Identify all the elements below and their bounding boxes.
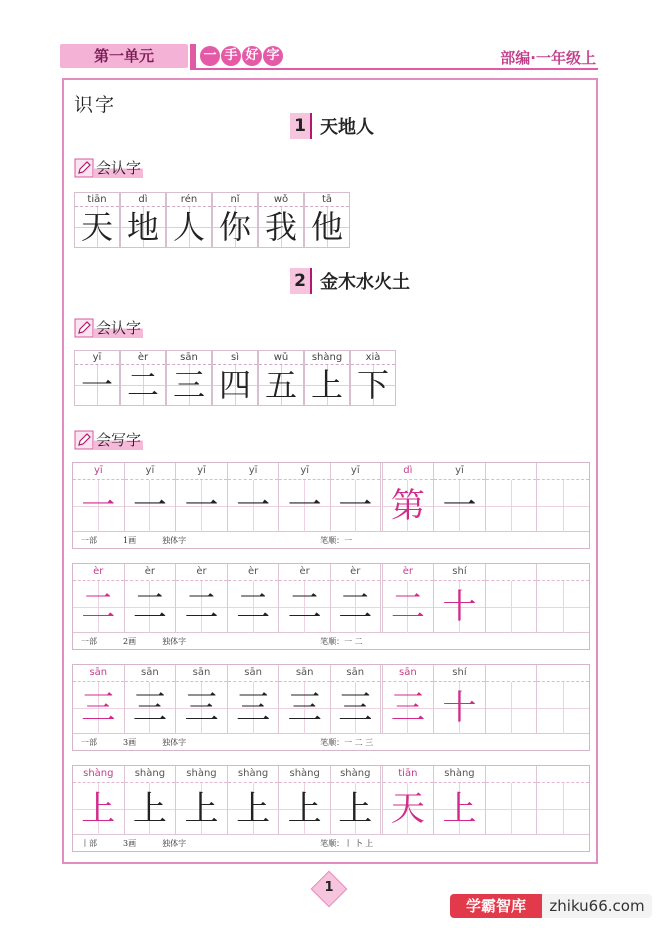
recognize-cards-1 [74, 192, 350, 248]
practice-character: 三 [125, 682, 176, 734]
practice-character [537, 783, 589, 835]
practice-character: 天 [383, 783, 434, 835]
pinyin: wǒ [259, 193, 303, 207]
pinyin: shàng [73, 766, 124, 783]
writing-cell [279, 665, 331, 733]
character: 人 [167, 207, 211, 247]
radical-label: 丨部 [81, 838, 97, 848]
practice-character: 一 [125, 480, 176, 532]
writing-cell [176, 665, 228, 733]
structure-label: 独体字 [162, 737, 187, 747]
writing-cell [486, 665, 538, 733]
pinyin: sān [331, 665, 380, 682]
writing-cell [73, 564, 125, 632]
writing-cell [176, 766, 228, 834]
pinyin: yī [73, 463, 124, 480]
character: 上 [305, 365, 349, 405]
pinyin: yī [75, 351, 119, 365]
character: 地 [121, 207, 165, 247]
char-card [258, 192, 304, 248]
writing-cell [537, 463, 589, 531]
pinyin: èr [383, 564, 434, 581]
writing-cells [73, 463, 589, 531]
pinyin [537, 564, 589, 581]
structure-label: 独体字 [162, 535, 187, 545]
writing-cell [537, 564, 589, 632]
writing-cell [228, 463, 280, 531]
pinyin: yī [125, 463, 176, 480]
practice-character: 一 [176, 480, 227, 532]
practice-character: 十 [434, 682, 485, 734]
writing-row [72, 664, 590, 751]
practice-character: 三 [73, 682, 124, 734]
stroke-count: 2画 [123, 636, 137, 646]
practice-character: 上 [176, 783, 227, 835]
pinyin: shàng [176, 766, 227, 783]
writing-cell [279, 766, 331, 834]
pinyin: tā [305, 193, 349, 207]
writing-cells [73, 564, 589, 632]
unit-tab: 第一单元 [60, 44, 188, 68]
stroke-order: 笔顺：一 二 三 [320, 737, 374, 747]
pinyin: yī [434, 463, 485, 480]
pinyin: shàng [305, 351, 349, 365]
char-card [74, 350, 120, 406]
writing-cell [331, 766, 383, 834]
char-card [350, 350, 396, 406]
write-label [74, 428, 143, 450]
writing-cell [434, 463, 486, 531]
pinyin: sì [213, 351, 257, 365]
stroke-order: 笔顺：一 二 [320, 636, 363, 646]
pinyin: tiān [75, 193, 119, 207]
practice-character: 二 [331, 581, 380, 633]
practice-character: 二 [279, 581, 330, 633]
char-card [258, 350, 304, 406]
pinyin: sān [176, 665, 227, 682]
pinyin [486, 463, 537, 480]
practice-character: 二 [176, 581, 227, 633]
char-card [166, 350, 212, 406]
pinyin: rén [167, 193, 211, 207]
pinyin: sān [279, 665, 330, 682]
structure-label: 独体字 [162, 838, 187, 848]
character: 四 [213, 365, 257, 405]
pinyin: nǐ [213, 193, 257, 207]
writing-cell [486, 766, 538, 834]
header-divider [190, 44, 196, 68]
writing-cell [486, 463, 538, 531]
pinyin: èr [73, 564, 124, 581]
practice-character: 三 [176, 682, 227, 734]
pinyin: shàng [279, 766, 330, 783]
writing-cell [331, 564, 383, 632]
brand-char: 手 [221, 46, 241, 66]
watermark-url: zhiku66.com [542, 894, 652, 918]
writing-cell [125, 564, 177, 632]
char-info [73, 733, 589, 750]
pinyin: sān [73, 665, 124, 682]
practice-character [486, 783, 537, 835]
writing-cell [228, 665, 280, 733]
brand-char: 一 [200, 46, 220, 66]
practice-character: 上 [279, 783, 330, 835]
writing-cell [331, 463, 383, 531]
edition-label: 部编·一年级上 [500, 49, 596, 67]
practice-character: 二 [73, 581, 124, 633]
pinyin: dì [121, 193, 165, 207]
brand-logo [200, 43, 283, 69]
pinyin: yī [331, 463, 380, 480]
stroke-order: 笔顺：一 [320, 535, 353, 545]
recognize-label-2 [74, 316, 143, 338]
writing-cell [279, 463, 331, 531]
pinyin [486, 564, 537, 581]
practice-character: 十 [434, 581, 485, 633]
writing-cell [228, 564, 280, 632]
pinyin: yī [279, 463, 330, 480]
lesson-name: 金木水火土 [320, 272, 410, 293]
practice-character: 一 [228, 480, 279, 532]
radical-label: 一部 [81, 737, 97, 747]
writing-cell [434, 766, 486, 834]
lesson-number: 1 [290, 113, 312, 139]
writing-cell [486, 564, 538, 632]
writing-cell [383, 564, 435, 632]
writing-cell [383, 665, 435, 733]
pinyin: xià [351, 351, 395, 365]
pinyin: yī [176, 463, 227, 480]
practice-character: 上 [125, 783, 176, 835]
writing-cell [228, 766, 280, 834]
pinyin: sān [125, 665, 176, 682]
lesson-name: 天地人 [320, 117, 374, 138]
practice-character [537, 682, 589, 734]
pinyin: èr [121, 351, 165, 365]
practice-character: 三 [331, 682, 380, 734]
pinyin [486, 665, 537, 682]
pinyin: shí [434, 665, 485, 682]
pinyin [537, 463, 589, 480]
writing-cells [73, 766, 589, 834]
practice-character: 上 [73, 783, 124, 835]
practice-character: 一 [434, 480, 485, 532]
writing-cell [176, 564, 228, 632]
char-card [212, 192, 258, 248]
char-card [166, 192, 212, 248]
lesson-2-title [290, 268, 410, 294]
pinyin: sān [228, 665, 279, 682]
writing-cell [537, 766, 589, 834]
writing-cell [176, 463, 228, 531]
pinyin [486, 766, 537, 783]
practice-character: 三 [383, 682, 434, 734]
writing-cell [125, 665, 177, 733]
practice-character: 一 [73, 480, 124, 532]
writing-cell [383, 766, 435, 834]
pinyin: sān [383, 665, 434, 682]
char-info [73, 531, 589, 548]
character: 二 [121, 365, 165, 405]
practice-character [486, 581, 537, 633]
character: 一 [75, 365, 119, 405]
writing-cell [434, 564, 486, 632]
recognize-cards-2 [74, 350, 396, 406]
character: 三 [167, 365, 211, 405]
writing-cell [125, 766, 177, 834]
pinyin: yī [228, 463, 279, 480]
label-text: 会写字 [96, 431, 142, 449]
practice-character: 一 [279, 480, 330, 532]
pinyin: shàng [331, 766, 380, 783]
watermark-logo: 学霸智库 [450, 894, 542, 918]
pinyin [537, 665, 589, 682]
section-title: 识字 [74, 94, 117, 116]
practice-character [537, 581, 589, 633]
pinyin: sān [167, 351, 211, 365]
brand-char: 好 [242, 46, 262, 66]
pinyin: èr [331, 564, 380, 581]
recognize-label-1 [74, 156, 143, 178]
label-text: 会认字 [96, 159, 142, 177]
char-card [304, 192, 350, 248]
stroke-count: 3画 [123, 737, 137, 747]
writing-row [72, 563, 590, 650]
lesson-number: 2 [290, 268, 312, 294]
writing-cell [125, 463, 177, 531]
pencil-icon [74, 430, 94, 450]
writing-cell [537, 665, 589, 733]
writing-row [72, 765, 590, 852]
pinyin: shí [434, 564, 485, 581]
character: 下 [351, 365, 395, 405]
pinyin: shàng [434, 766, 485, 783]
char-card [120, 192, 166, 248]
char-card [304, 350, 350, 406]
practice-character: 二 [383, 581, 434, 633]
pinyin: èr [228, 564, 279, 581]
pinyin: tiān [383, 766, 434, 783]
radical-label: 一部 [81, 636, 97, 646]
practice-character [486, 682, 537, 734]
writing-cell [331, 665, 383, 733]
character: 天 [75, 207, 119, 247]
stroke-count: 1画 [123, 535, 137, 545]
char-info [73, 834, 589, 851]
writing-row [72, 462, 590, 549]
brand-char: 字 [263, 46, 283, 66]
pinyin [537, 766, 589, 783]
practice-character: 二 [228, 581, 279, 633]
practice-character: 二 [125, 581, 176, 633]
char-card [212, 350, 258, 406]
practice-character: 上 [331, 783, 380, 835]
writing-cell [73, 665, 125, 733]
writing-cell [73, 766, 125, 834]
pinyin: shàng [125, 766, 176, 783]
pinyin: shàng [228, 766, 279, 783]
character: 我 [259, 207, 303, 247]
lesson-1-title [290, 113, 374, 139]
character: 你 [213, 207, 257, 247]
practice-character: 三 [279, 682, 330, 734]
pinyin: dì [383, 463, 434, 480]
structure-label: 独体字 [162, 636, 187, 646]
pinyin: èr [125, 564, 176, 581]
stroke-order: 笔顺：丨 卜 上 [320, 838, 374, 848]
char-card [120, 350, 166, 406]
stroke-count: 3画 [123, 838, 137, 848]
writing-cell [383, 463, 435, 531]
practice-character: 上 [434, 783, 485, 835]
char-info [73, 632, 589, 649]
writing-cells [73, 665, 589, 733]
pinyin: wǔ [259, 351, 303, 365]
practice-character [537, 480, 589, 532]
pencil-icon [74, 158, 94, 178]
character: 他 [305, 207, 349, 247]
writing-cell [434, 665, 486, 733]
char-card [74, 192, 120, 248]
pinyin: èr [279, 564, 330, 581]
header-line [190, 68, 598, 70]
pencil-icon [74, 318, 94, 338]
practice-character: 三 [228, 682, 279, 734]
practice-character [486, 480, 537, 532]
character: 五 [259, 365, 303, 405]
writing-cell [73, 463, 125, 531]
page-number: 1 [324, 880, 334, 895]
practice-character: 第 [383, 480, 434, 532]
practice-character: 一 [331, 480, 380, 532]
radical-label: 一部 [81, 535, 97, 545]
practice-character: 上 [228, 783, 279, 835]
label-text: 会认字 [96, 319, 142, 337]
writing-cell [279, 564, 331, 632]
pinyin: èr [176, 564, 227, 581]
